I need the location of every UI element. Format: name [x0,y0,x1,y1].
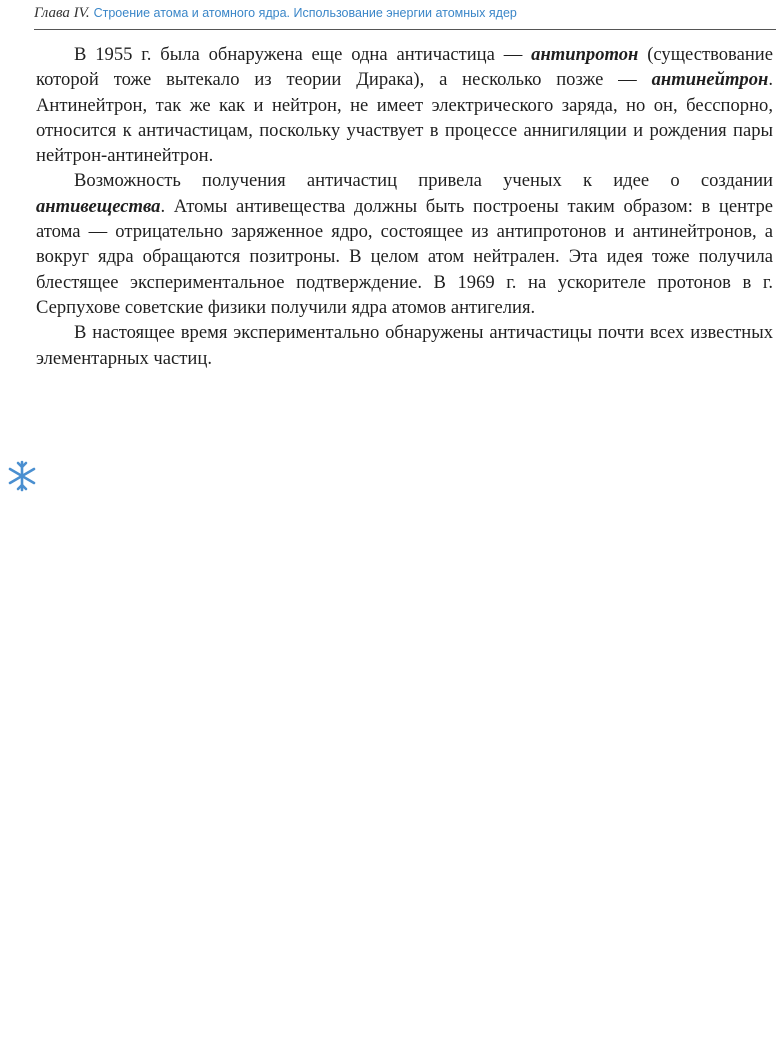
paragraph-text: (существование которой тоже вытекало из теории Дирака), а несколько позже — [36,44,773,91]
asterisk-snowflake-icon [5,459,39,493]
paragraph-present-time [36,320,773,371]
chapter-title: Строение атома и атомного ядра. Использование энергии атомных ядер [93,6,517,20]
paragraph-text: . Антинейтрон, так же как и нейтрон, не имеет электрического заряда, но он, бесспорно, относится к античастицам, поскольку участвует в процессе аннигиляции и рождения пары нейтрон-антинейтрон. [36,69,773,167]
chapter-label: Глава IV. [34,5,90,21]
paragraph-text: В настоящее время экспериментально обнаружены античастицы почти всех известных элементарных частиц. [36,322,773,369]
paragraph-text: В 1955 г. была обнаружена еще одна античастица — [74,44,532,65]
paragraph-text: Возможность получения античастиц привела ученых к идее о создании [74,170,773,192]
body-text [36,42,773,371]
paragraph-antiproton [36,42,773,168]
term-antineutron: антинейтрон [651,69,769,91]
term-antimatter: антивещества [36,195,161,217]
term-antiproton: антипротон [531,44,639,65]
paragraph-text: . Атомы антивещества должны быть построены таким образом: в центре атома — отрицательно заряженное ядро, состоящее из антипротонов и антинейтронов, а вокруг ядра обращаются позитроны. В целом атом нейтрален. Эта идея тоже получила блестящее экспериментальное подтверждение. В 1969 г. на ускорителе протонов в г. Серпухове советские физики получили ядра атомов антигелия. [36,195,773,318]
running-header [34,4,776,30]
paragraph-antimatter [36,168,773,320]
